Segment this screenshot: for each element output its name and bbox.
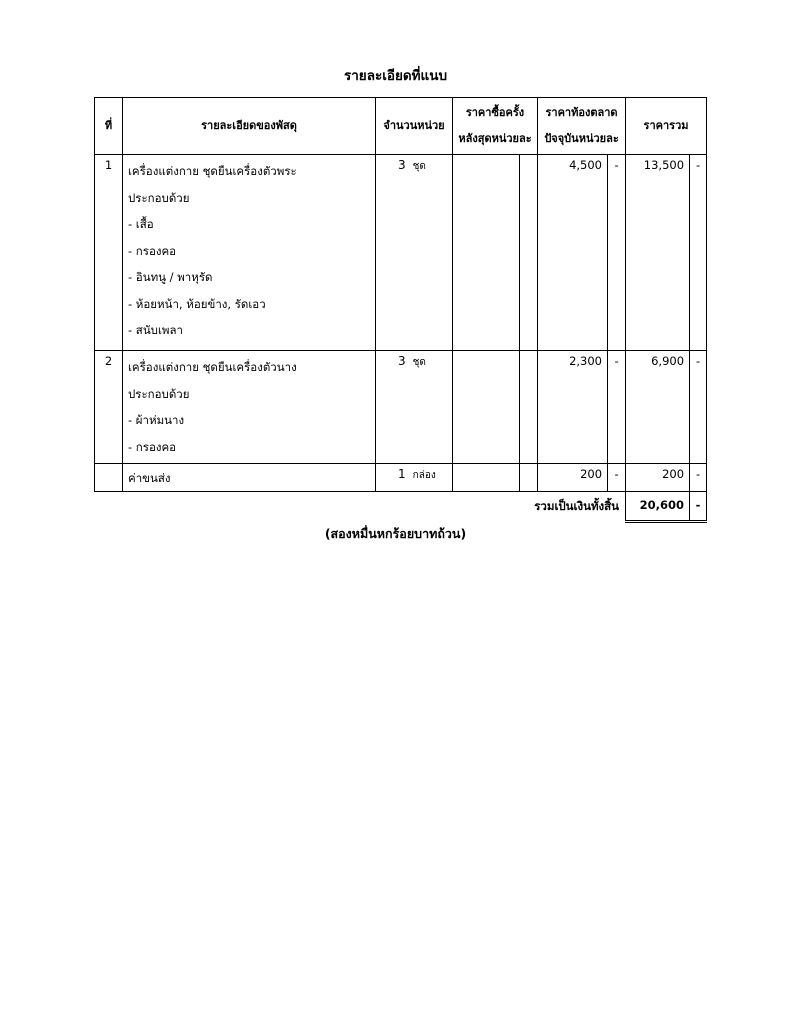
grand-total-value: 20,600 <box>626 492 690 522</box>
unit-price: 200 <box>538 464 608 492</box>
header-last-price: ราคาซื้อครั้ง หลังสุดหน่วยละ <box>453 98 538 155</box>
last-price-satang <box>520 464 538 492</box>
item-quantity: 3 ชุด <box>376 351 453 464</box>
unit-price-satang: - <box>608 155 626 351</box>
document-title: รายละเอียดที่แนบ <box>343 68 448 84</box>
row-number: 1 <box>95 155 123 351</box>
row-total-satang: - <box>690 351 707 464</box>
item-description <box>123 464 376 492</box>
table-row <box>95 351 707 464</box>
table-row <box>95 155 707 351</box>
item-line: ประกอบด้วย <box>128 190 190 205</box>
item-line: ประกอบด้วย <box>128 386 190 401</box>
item-line: - ผ้าห่มนาง <box>128 413 185 427</box>
table-row <box>95 464 707 492</box>
header-total: ราคารวม <box>626 98 707 155</box>
item-quantity: 1 กล่อง <box>376 464 453 492</box>
row-total: 6,900 <box>626 351 690 464</box>
unit-price: 4,500 <box>538 155 608 351</box>
row-number <box>95 464 123 492</box>
row-total-satang: - <box>690 155 707 351</box>
item-line: ค่าขนส่ง <box>128 471 171 485</box>
grand-total-label: รวมเป็นเงินทั้งสิ้น <box>534 499 620 513</box>
items-table <box>94 97 707 523</box>
item-description <box>123 155 376 351</box>
header-quantity: จำนวนหน่วย <box>376 98 453 155</box>
item-line: - กรองคอ <box>128 243 177 258</box>
item-line: เครื่องแต่งกาย ชุดยืนเครื่องตัวพระ <box>128 164 297 178</box>
item-description <box>123 351 376 464</box>
last-price <box>453 155 520 351</box>
item-line: เครื่องแต่งกาย ชุดยืนเครื่องตัวนาง <box>128 360 297 374</box>
summary-row <box>95 492 707 522</box>
header-row <box>95 98 707 155</box>
header-no: ที่ <box>95 98 123 155</box>
row-total-satang: - <box>690 464 707 492</box>
last-price <box>453 464 520 492</box>
row-total: 200 <box>626 464 690 492</box>
item-line: - กรองคอ <box>128 439 177 454</box>
last-price-satang <box>520 351 538 464</box>
amount-in-words: (สองหมื่นหกร้อยบาทถ้วน) <box>324 526 467 541</box>
item-line: - สนับเพลา <box>128 323 184 337</box>
row-total: 13,500 <box>626 155 690 351</box>
unit-price-satang: - <box>608 464 626 492</box>
unit-price-satang: - <box>608 351 626 464</box>
header-description: รายละเอียดของพัสดุ <box>123 98 376 155</box>
grand-total-satang: - <box>690 492 707 522</box>
row-number: 2 <box>95 351 123 464</box>
item-line: - ห้อยหน้า, ห้อยข้าง, รัดเอว <box>128 296 266 311</box>
item-quantity: 3 ชุด <box>376 155 453 351</box>
item-line: - อินทนู / พาหุรัด <box>128 270 213 284</box>
unit-price: 2,300 <box>538 351 608 464</box>
item-line: - เสื้อ <box>128 217 154 231</box>
last-price-satang <box>520 155 538 351</box>
header-market-price: ราคาท้องตลาด ปัจจุบันหน่วยละ <box>538 98 626 155</box>
last-price <box>453 351 520 464</box>
